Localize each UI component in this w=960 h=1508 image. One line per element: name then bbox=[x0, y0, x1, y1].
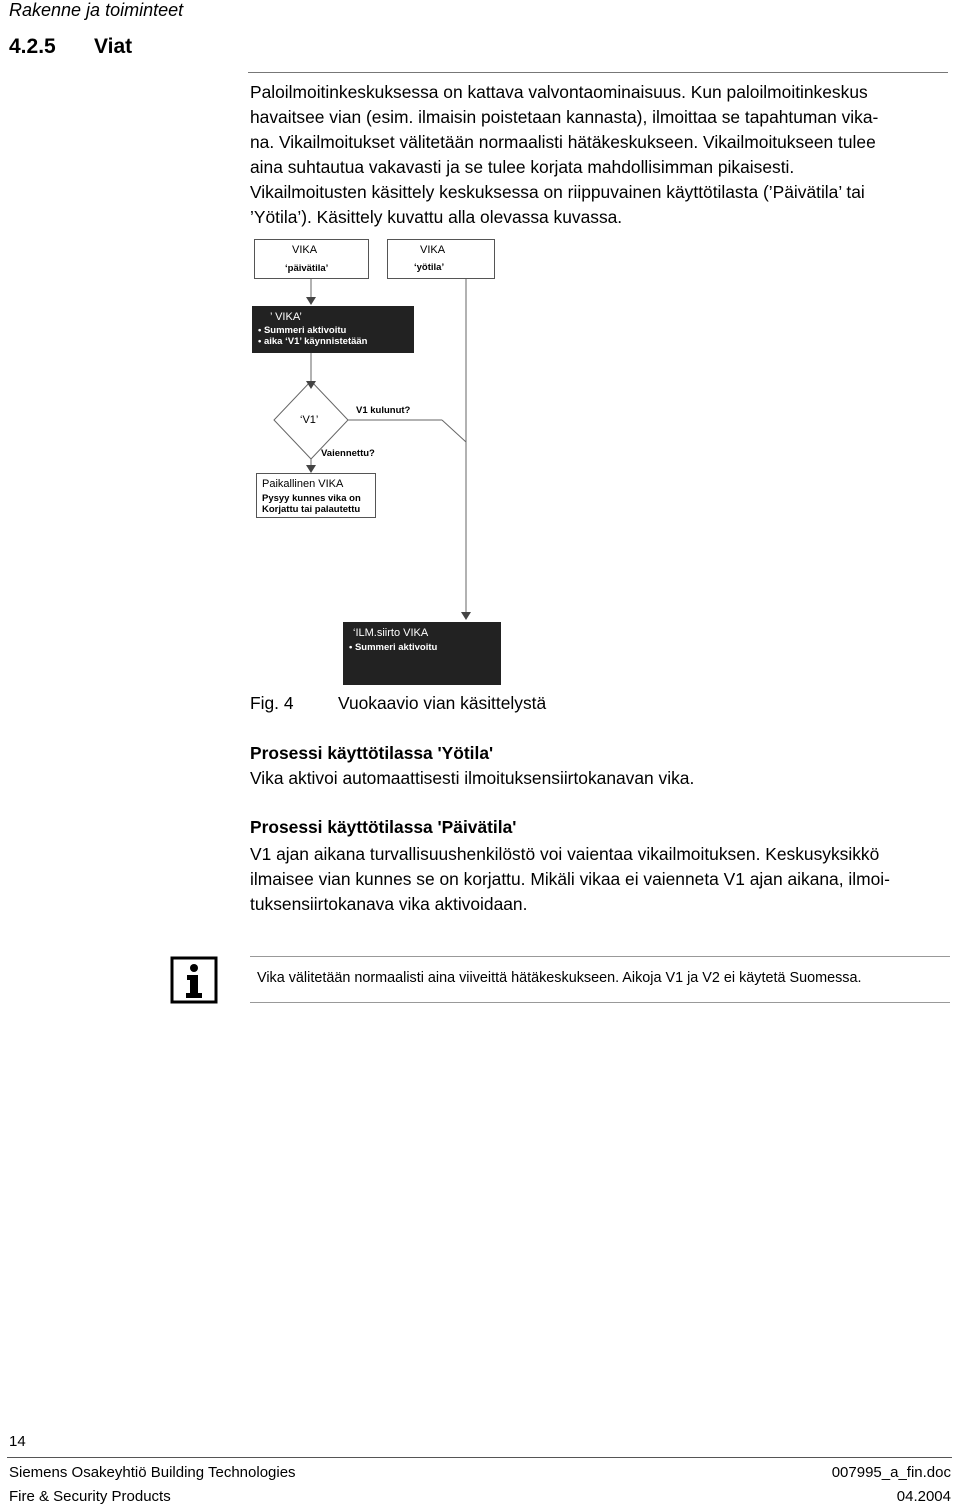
box-line: Korjattu tai palautettu bbox=[262, 504, 361, 515]
running-header: Rakenne ja toiminteet bbox=[9, 0, 184, 20]
paragraph-process-night: Vika aktivoi automaattisesti ilmoituksensiirtokanavan vika. bbox=[250, 768, 695, 788]
paragraph-line: tuksensiirtokanava vika aktivoidaan. bbox=[250, 894, 528, 914]
decision-label: ‘V1’ bbox=[300, 414, 319, 426]
box-fault-alarm bbox=[252, 306, 414, 353]
arrowhead bbox=[306, 465, 316, 473]
box-title: ’ VIKA’ bbox=[270, 311, 302, 323]
box-subtitle: ‘päivätila’ bbox=[285, 263, 329, 274]
figure-label: Fig. 4 bbox=[250, 693, 294, 713]
intro-line: Paloilmoitinkeskuksessa on kattava valvontaominaisuus. Kun paloilmoitinkeskus bbox=[250, 82, 868, 102]
decision-down-label: Vaiennettu? bbox=[321, 448, 375, 459]
box-transfer-fault bbox=[343, 622, 501, 685]
intro-line: Vikailmoitusten käsittely keskuksessa on riippuvainen käyttötilasta (’Päivätila’ tai bbox=[250, 182, 865, 202]
section-title: Viat bbox=[94, 35, 133, 58]
box-title: Paikallinen VIKA bbox=[262, 478, 344, 490]
heading-process-day: Prosessi käyttötilassa 'Päivätila' bbox=[250, 817, 517, 837]
paragraph-line: ilmaisee vian kunnes se on korjattu. Mikäli vikaa ei vaienneta V1 ajan aikana, ilmoi- bbox=[250, 869, 890, 889]
section-number: 4.2.5 bbox=[9, 35, 56, 58]
intro-line: havaitsee vian (esim. ilmaisin poistetaan kannasta), ilmoittaa se tapahtuman vika- bbox=[250, 107, 879, 127]
flowchart-connectors bbox=[0, 0, 960, 700]
bullet-item: • Summeri aktivoitu bbox=[258, 325, 347, 336]
box-line: Pysyy kunnes vika on bbox=[262, 493, 361, 504]
paragraph-line: V1 ajan aikana turvallisuushenkilöstö voi vaientaa vikailmoituksen. Keskusyksikkö bbox=[250, 844, 880, 864]
intro-line: aina suhtautua vakavasti ja se tulee korjata mahdollisimman pikaisesti. bbox=[250, 157, 795, 177]
arrowhead bbox=[306, 297, 316, 305]
bullet-item: • aika ‘V1’ käynnistetään bbox=[258, 336, 368, 347]
box-fault-night-mode bbox=[387, 239, 495, 279]
decision-yes-label: V1 kulunut? bbox=[356, 405, 411, 416]
box-title: VIKA bbox=[292, 244, 318, 256]
box-title: VIKA bbox=[420, 244, 446, 256]
paragraph-process-day bbox=[250, 842, 950, 917]
page-number: 14 bbox=[9, 1433, 26, 1450]
footer-division: Fire & Security Products bbox=[9, 1488, 171, 1505]
box-subtitle: ‘yötila’ bbox=[414, 262, 445, 273]
footer-company: Siemens Osakeyhtiö Building Technologies bbox=[9, 1464, 296, 1481]
footer-divider bbox=[7, 1457, 952, 1458]
arrowhead bbox=[461, 612, 471, 620]
intro-line: na. Vikailmoitukset välitetään normaalisti hätäkeskukseen. Vikailmoitukseen tulee bbox=[250, 132, 876, 152]
footer-doc-id: 007995_a_fin.doc bbox=[831, 1464, 951, 1481]
intro-line: ’Yötila’). Käsittely kuvattu alla olevassa kuvassa. bbox=[250, 207, 623, 227]
bullet-item: • Summeri aktivoitu bbox=[349, 642, 438, 653]
box-fault-day-mode bbox=[254, 239, 369, 279]
note-text: Vika välitetään normaalisti aina viiveittä hätäkeskukseen. Aikoja V1 ja V2 ei käytetä Suomessa. bbox=[257, 970, 862, 986]
note-top-rule bbox=[250, 956, 950, 957]
info-icon bbox=[170, 956, 218, 1004]
figure-caption: Vuokaavio vian käsittelystä bbox=[338, 693, 547, 713]
heading-process-night: Prosessi käyttötilassa 'Yötila' bbox=[250, 743, 494, 763]
footer-date: 04.2004 bbox=[896, 1488, 951, 1505]
connector-v1-diagonal bbox=[442, 420, 466, 442]
flowchart bbox=[0, 0, 960, 700]
note-bottom-rule bbox=[250, 1002, 950, 1003]
box-local-fault bbox=[256, 473, 376, 518]
box-title: ‘ILM.siirto VIKA bbox=[353, 627, 429, 639]
